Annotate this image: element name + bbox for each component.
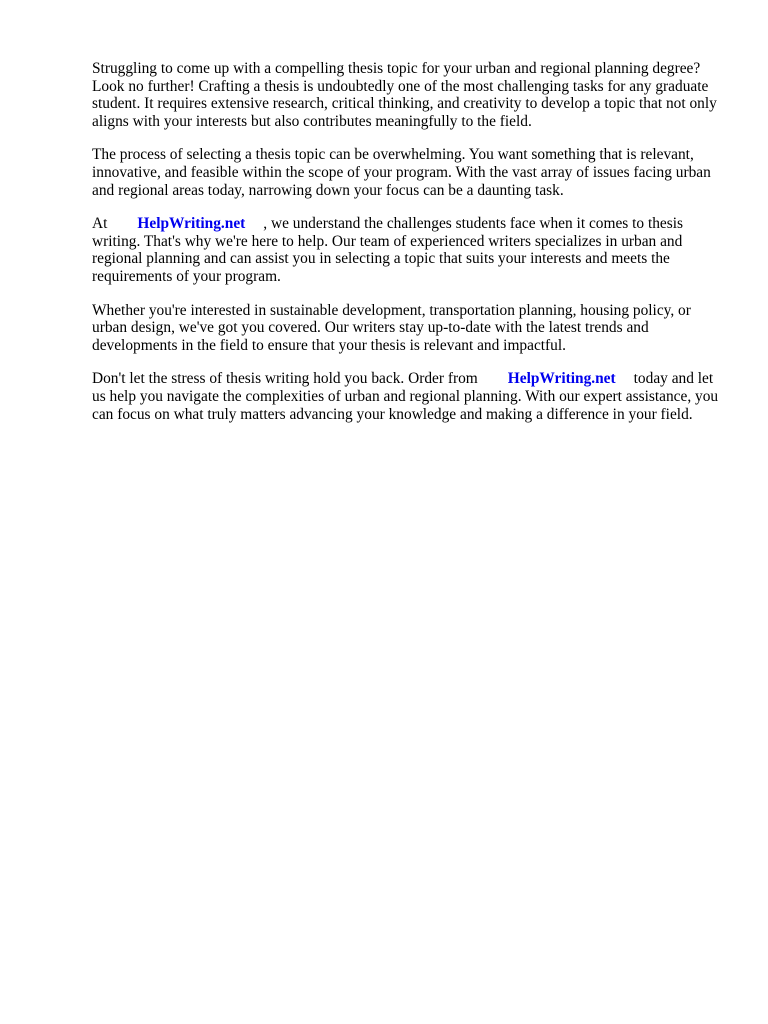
document-body bbox=[92, 60, 722, 439]
paragraph-order bbox=[92, 370, 722, 423]
paragraph-process: The process of selecting a thesis topic can be overwhelming. You want something that is relevant, innovative, and feasible within the scope of your program. With the vast array of issues facing urban and regional areas today, narrowing down your focus can be a daunting task. bbox=[92, 146, 711, 199]
paragraph-helpwriting bbox=[92, 215, 722, 285]
paragraph-text: today and let us help you navigate the complexities of urban and regional planning. With our expert assistance, you can focus on what truly matters advancing your knowledge and making a difference in your field. bbox=[92, 370, 719, 423]
paragraph-topics: Whether you're interested in sustainable development, transportation planning, housing policy, or urban design, we've got you covered. Our writers stay up-to-date with the latest trends and developments in the field to ensure that your thesis is relevant and impactful. bbox=[92, 301, 691, 354]
paragraph-intro: Struggling to come up with a compelling thesis topic for your urban and regional planning degree? Look no further! Crafting a thesis is undoubtedly one of the most challenging tasks for any graduate student. It requires extensive research, critical thinking, and creativity to develop a topic that not only aligns with your interests but also contributes meaningfully to the field. bbox=[92, 60, 717, 130]
helpwriting-link[interactable]: HelpWriting.net bbox=[137, 215, 246, 233]
paragraph-text: , we understand the challenges students face when it comes to thesis writing. That's why we're here to help. Our team of experienced writers specializes in urban and regional planning and can assist you in selecting a topic that suits your interests and meets the requirements of your program. bbox=[92, 215, 683, 285]
paragraph-text: Don't let the stress of thesis writing hold you back. Order from bbox=[92, 370, 478, 388]
helpwriting-link[interactable]: HelpWriting.net bbox=[507, 370, 616, 388]
paragraph-text: At bbox=[92, 215, 108, 233]
